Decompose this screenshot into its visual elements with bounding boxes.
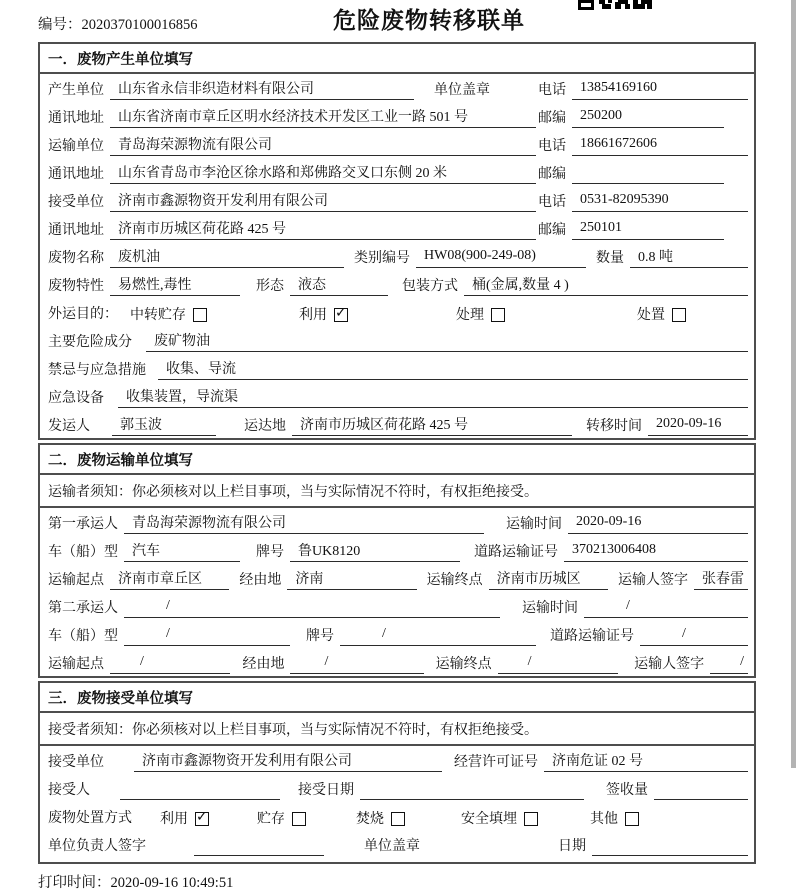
producer-address-value: 山东省济南市章丘区明水经济技术开发区工业一路 501 号 <box>110 106 536 128</box>
accept-date-label: 接受日期 <box>298 783 354 798</box>
serial-label: 编号： <box>38 17 82 33</box>
carrier1-via-value: 济南 <box>287 568 416 590</box>
carrier1-origin-value: 济南市章丘区 <box>110 568 229 590</box>
receiver-value: 济南市鑫源物资开发利用有限公司 <box>110 190 536 212</box>
row-accept-unit <box>40 746 754 774</box>
checkbox-icon[interactable] <box>491 308 505 322</box>
checkbox-label: 安全填埋 <box>461 812 517 827</box>
carrier1-plate-value: 鲁UK8120 <box>290 540 460 562</box>
row-carrier1-vehicle <box>40 536 754 564</box>
producer-label: 产生单位 <box>48 83 104 98</box>
checkbox-label: 处置 <box>637 308 665 323</box>
address-label: 通讯地址 <box>48 111 104 126</box>
vehicle-type-label: 车（船）型 <box>48 629 118 644</box>
producer-phone-value: 13854169160 <box>572 80 748 100</box>
carrier2-end-value: / <box>498 654 618 674</box>
row-head-signature <box>40 830 754 862</box>
phone-label: 电话 <box>538 83 566 98</box>
row-carrier1-route <box>40 564 754 592</box>
checkbox-label: 贮存 <box>257 812 285 827</box>
destination-label: 运达地 <box>244 419 286 434</box>
row-receiver <box>40 186 754 214</box>
date-label: 日期 <box>558 839 586 854</box>
form-label: 形态 <box>256 279 284 294</box>
carrier2-label: 第二承运人 <box>48 601 118 616</box>
row-shipper <box>40 410 754 438</box>
via-label: 经由地 <box>239 573 282 588</box>
print-time <box>38 871 796 892</box>
carrier2-via-value: / <box>290 654 423 674</box>
category-label: 类别编号 <box>354 251 410 266</box>
head-sign-label: 单位负责人签字 <box>48 839 146 854</box>
carrier2-time-value: / <box>584 598 748 618</box>
waste-name-label: 废物名称 <box>48 251 104 266</box>
checkbox-icon[interactable] <box>193 308 207 322</box>
purpose-option-dispose <box>637 304 686 324</box>
purpose-option-transfer <box>130 304 207 324</box>
acceptor-value <box>120 780 280 800</box>
checkbox-icon[interactable] <box>625 812 639 826</box>
shipper-label: 发运人 <box>48 419 90 434</box>
date-value <box>592 836 748 856</box>
phone-label: 电话 <box>538 139 566 154</box>
packing-value: 桶(金属,数量 4 ) <box>464 274 748 296</box>
address-label: 通讯地址 <box>48 223 104 238</box>
carrier1-time-value: 2020-09-16 <box>568 514 748 534</box>
disposal-option-landfill <box>461 808 538 828</box>
print-time-value: 2020-09-16 10:49:51 <box>110 875 234 891</box>
row-hazard <box>40 326 754 354</box>
row-receiver-address <box>40 214 754 242</box>
transport-time-label: 运输时间 <box>506 517 562 532</box>
acceptor-label: 接受人 <box>48 783 90 798</box>
equipment-value: 收集装置，导流渠 <box>118 386 748 408</box>
end-label: 运输终点 <box>426 573 483 588</box>
signed-amount-label: 签收量 <box>606 783 648 798</box>
end-label: 运输终点 <box>435 657 492 672</box>
row-waste-name <box>40 242 754 270</box>
accept-unit-label: 接受单位 <box>48 755 104 770</box>
notice-text: 你必须核对以上栏目事项，当与实际情况不符时，有权拒绝接受。 <box>132 723 538 738</box>
transporter-sign-label: 运输人签字 <box>618 573 689 588</box>
serial-number <box>38 13 198 34</box>
transporter-label: 运输单位 <box>48 139 104 154</box>
transfer-time-value: 2020-09-16 <box>648 416 748 436</box>
section-producer-header: 一．废物产生单位填写 <box>40 44 754 74</box>
checkbox-label: 焚烧 <box>356 812 384 827</box>
carrier1-label: 第一承运人 <box>48 517 118 532</box>
destination-value: 济南市历城区荷花路 425 号 <box>292 414 572 436</box>
carrier2-origin-value: / <box>110 654 230 674</box>
address-label: 通讯地址 <box>48 167 104 182</box>
row-disposal <box>40 802 754 830</box>
checkbox-checked-icon[interactable] <box>334 308 348 322</box>
producer-zip-value: 250200 <box>572 108 724 128</box>
section-transporter <box>38 443 756 678</box>
notice-label: 接受者须知： <box>48 723 132 738</box>
via-label: 经由地 <box>242 657 285 672</box>
carrier1-value: 青岛海荣源物流有限公司 <box>124 512 484 534</box>
transporter-notice <box>40 475 754 508</box>
carrier1-license-value: 370213006408 <box>564 542 748 562</box>
hazard-value: 废矿物油 <box>146 330 748 352</box>
section-receiver-header: 三．废物接受单位填写 <box>40 683 754 713</box>
row-waste-character <box>40 270 754 298</box>
row-carrier2 <box>40 592 754 620</box>
producer-value: 山东省永信非织造材料有限公司 <box>110 78 414 100</box>
checkbox-label: 利用 <box>299 308 327 323</box>
row-purpose <box>40 298 754 326</box>
carrier1-vehicle-value: 汽车 <box>124 540 240 562</box>
checkbox-label: 利用 <box>160 812 188 827</box>
plate-label: 牌号 <box>306 629 334 644</box>
purpose-option-recycle <box>299 304 348 324</box>
disposal-option-other <box>590 808 639 828</box>
row-acceptor <box>40 774 754 802</box>
permit-value: 济南危证 02 号 <box>544 750 748 772</box>
qty-label: 数量 <box>596 251 624 266</box>
waste-name-value: 废机油 <box>110 246 344 268</box>
checkbox-icon[interactable] <box>672 308 686 322</box>
print-time-label: 打印时间： <box>38 875 111 891</box>
row-carrier1 <box>40 508 754 536</box>
row-carrier2-vehicle <box>40 620 754 648</box>
carrier1-end-value: 济南市历城区 <box>489 568 608 590</box>
checkbox-label: 中转贮存 <box>130 308 186 323</box>
scrollbar[interactable] <box>791 0 796 768</box>
emergency-label: 禁忌与应急措施 <box>48 363 146 378</box>
carrier2-vehicle-value: / <box>124 626 290 646</box>
disposal-label: 废物处置方式 <box>48 811 132 826</box>
disposal-option-recycle <box>160 808 209 828</box>
unit-seal-label: 单位盖章 <box>434 83 490 98</box>
row-producer <box>40 74 754 102</box>
page-title: 危险废物转移联单 <box>333 8 525 33</box>
hazard-label: 主要危险成分 <box>48 335 132 350</box>
checkbox-icon[interactable] <box>391 812 405 826</box>
transporter-zip-value <box>572 164 724 184</box>
carrier2-value: / <box>124 598 500 618</box>
equipment-label: 应急设备 <box>48 391 104 406</box>
receiver-label: 接受单位 <box>48 195 104 210</box>
unit-seal-label: 单位盖章 <box>364 839 420 854</box>
category-value: HW08(900-249-08) <box>416 248 586 268</box>
disposal-option-incinerate <box>356 808 405 828</box>
emergency-value: 收集、导流 <box>158 358 748 380</box>
head-sign-value <box>194 836 324 856</box>
form-value: 液态 <box>290 274 388 296</box>
checkbox-checked-icon[interactable] <box>195 812 209 826</box>
transport-time-label: 运输时间 <box>522 601 578 616</box>
permit-label: 经营许可证号 <box>454 755 538 770</box>
page-header <box>0 0 796 42</box>
purpose-option-treat <box>456 304 505 324</box>
origin-label: 运输起点 <box>48 573 104 588</box>
row-emergency <box>40 354 754 382</box>
notice-label: 运输者须知： <box>48 485 132 500</box>
accept-date-value <box>360 780 584 800</box>
transporter-phone-value: 18661672606 <box>572 136 748 156</box>
transporter-sign-label: 运输人签字 <box>634 657 705 672</box>
transfer-time-label: 转移时间 <box>586 419 642 434</box>
row-producer-address <box>40 102 754 130</box>
section-producer <box>38 42 756 440</box>
receiver-phone-value: 0531-82095390 <box>572 192 748 212</box>
disposal-option-store <box>257 808 306 828</box>
shipper-value: 郭玉波 <box>112 414 216 436</box>
section-receiver <box>38 681 756 864</box>
receiver-notice <box>40 713 754 746</box>
vehicle-type-label: 车（船）型 <box>48 545 118 560</box>
carrier1-sign-value: 张春雷 <box>694 568 748 590</box>
transporter-address-value: 山东省青岛市李沧区徐水路和郑佛路交叉口东侧 20 米 <box>110 162 536 184</box>
purpose-label: 外运目的： <box>48 307 118 322</box>
zip-label: 邮编 <box>538 167 566 182</box>
zip-label: 邮编 <box>538 111 566 126</box>
checkbox-label: 其他 <box>590 812 618 827</box>
serial-value: 2020370100016856 <box>81 17 198 33</box>
qty-value: 0.8 吨 <box>630 246 748 268</box>
receiver-zip-value: 250101 <box>572 220 724 240</box>
qr-code-icon <box>578 0 652 11</box>
phone-label: 电话 <box>538 195 566 210</box>
character-label: 废物特性 <box>48 279 104 294</box>
section-transporter-header: 二．废物运输单位填写 <box>40 445 754 475</box>
manifest-form <box>38 42 756 864</box>
zip-label: 邮编 <box>538 223 566 238</box>
checkbox-icon[interactable] <box>524 812 538 826</box>
carrier2-license-value: / <box>640 626 748 646</box>
row-transporter-address <box>40 158 754 186</box>
packing-label: 包装方式 <box>402 279 458 294</box>
plate-label: 牌号 <box>256 545 284 560</box>
row-carrier2-route <box>40 648 754 676</box>
road-license-label: 道路运输证号 <box>474 545 558 560</box>
checkbox-label: 处理 <box>456 308 484 323</box>
row-transporter <box>40 130 754 158</box>
row-equipment <box>40 382 754 410</box>
carrier2-plate-value: / <box>340 626 536 646</box>
checkbox-icon[interactable] <box>292 812 306 826</box>
origin-label: 运输起点 <box>48 657 104 672</box>
receiver-address-value: 济南市历城区荷花路 425 号 <box>110 218 536 240</box>
road-license-label: 道路运输证号 <box>550 629 634 644</box>
transporter-value: 青岛海荣源物流有限公司 <box>110 134 536 156</box>
carrier2-sign-value: / <box>710 654 748 674</box>
accept-unit-value: 济南市鑫源物资开发利用有限公司 <box>134 750 442 772</box>
signed-amount-value <box>654 780 748 800</box>
character-value: 易燃性,毒性 <box>110 274 240 296</box>
notice-text: 你必须核对以上栏目事项，当与实际情况不符时，有权拒绝接受。 <box>132 485 538 500</box>
